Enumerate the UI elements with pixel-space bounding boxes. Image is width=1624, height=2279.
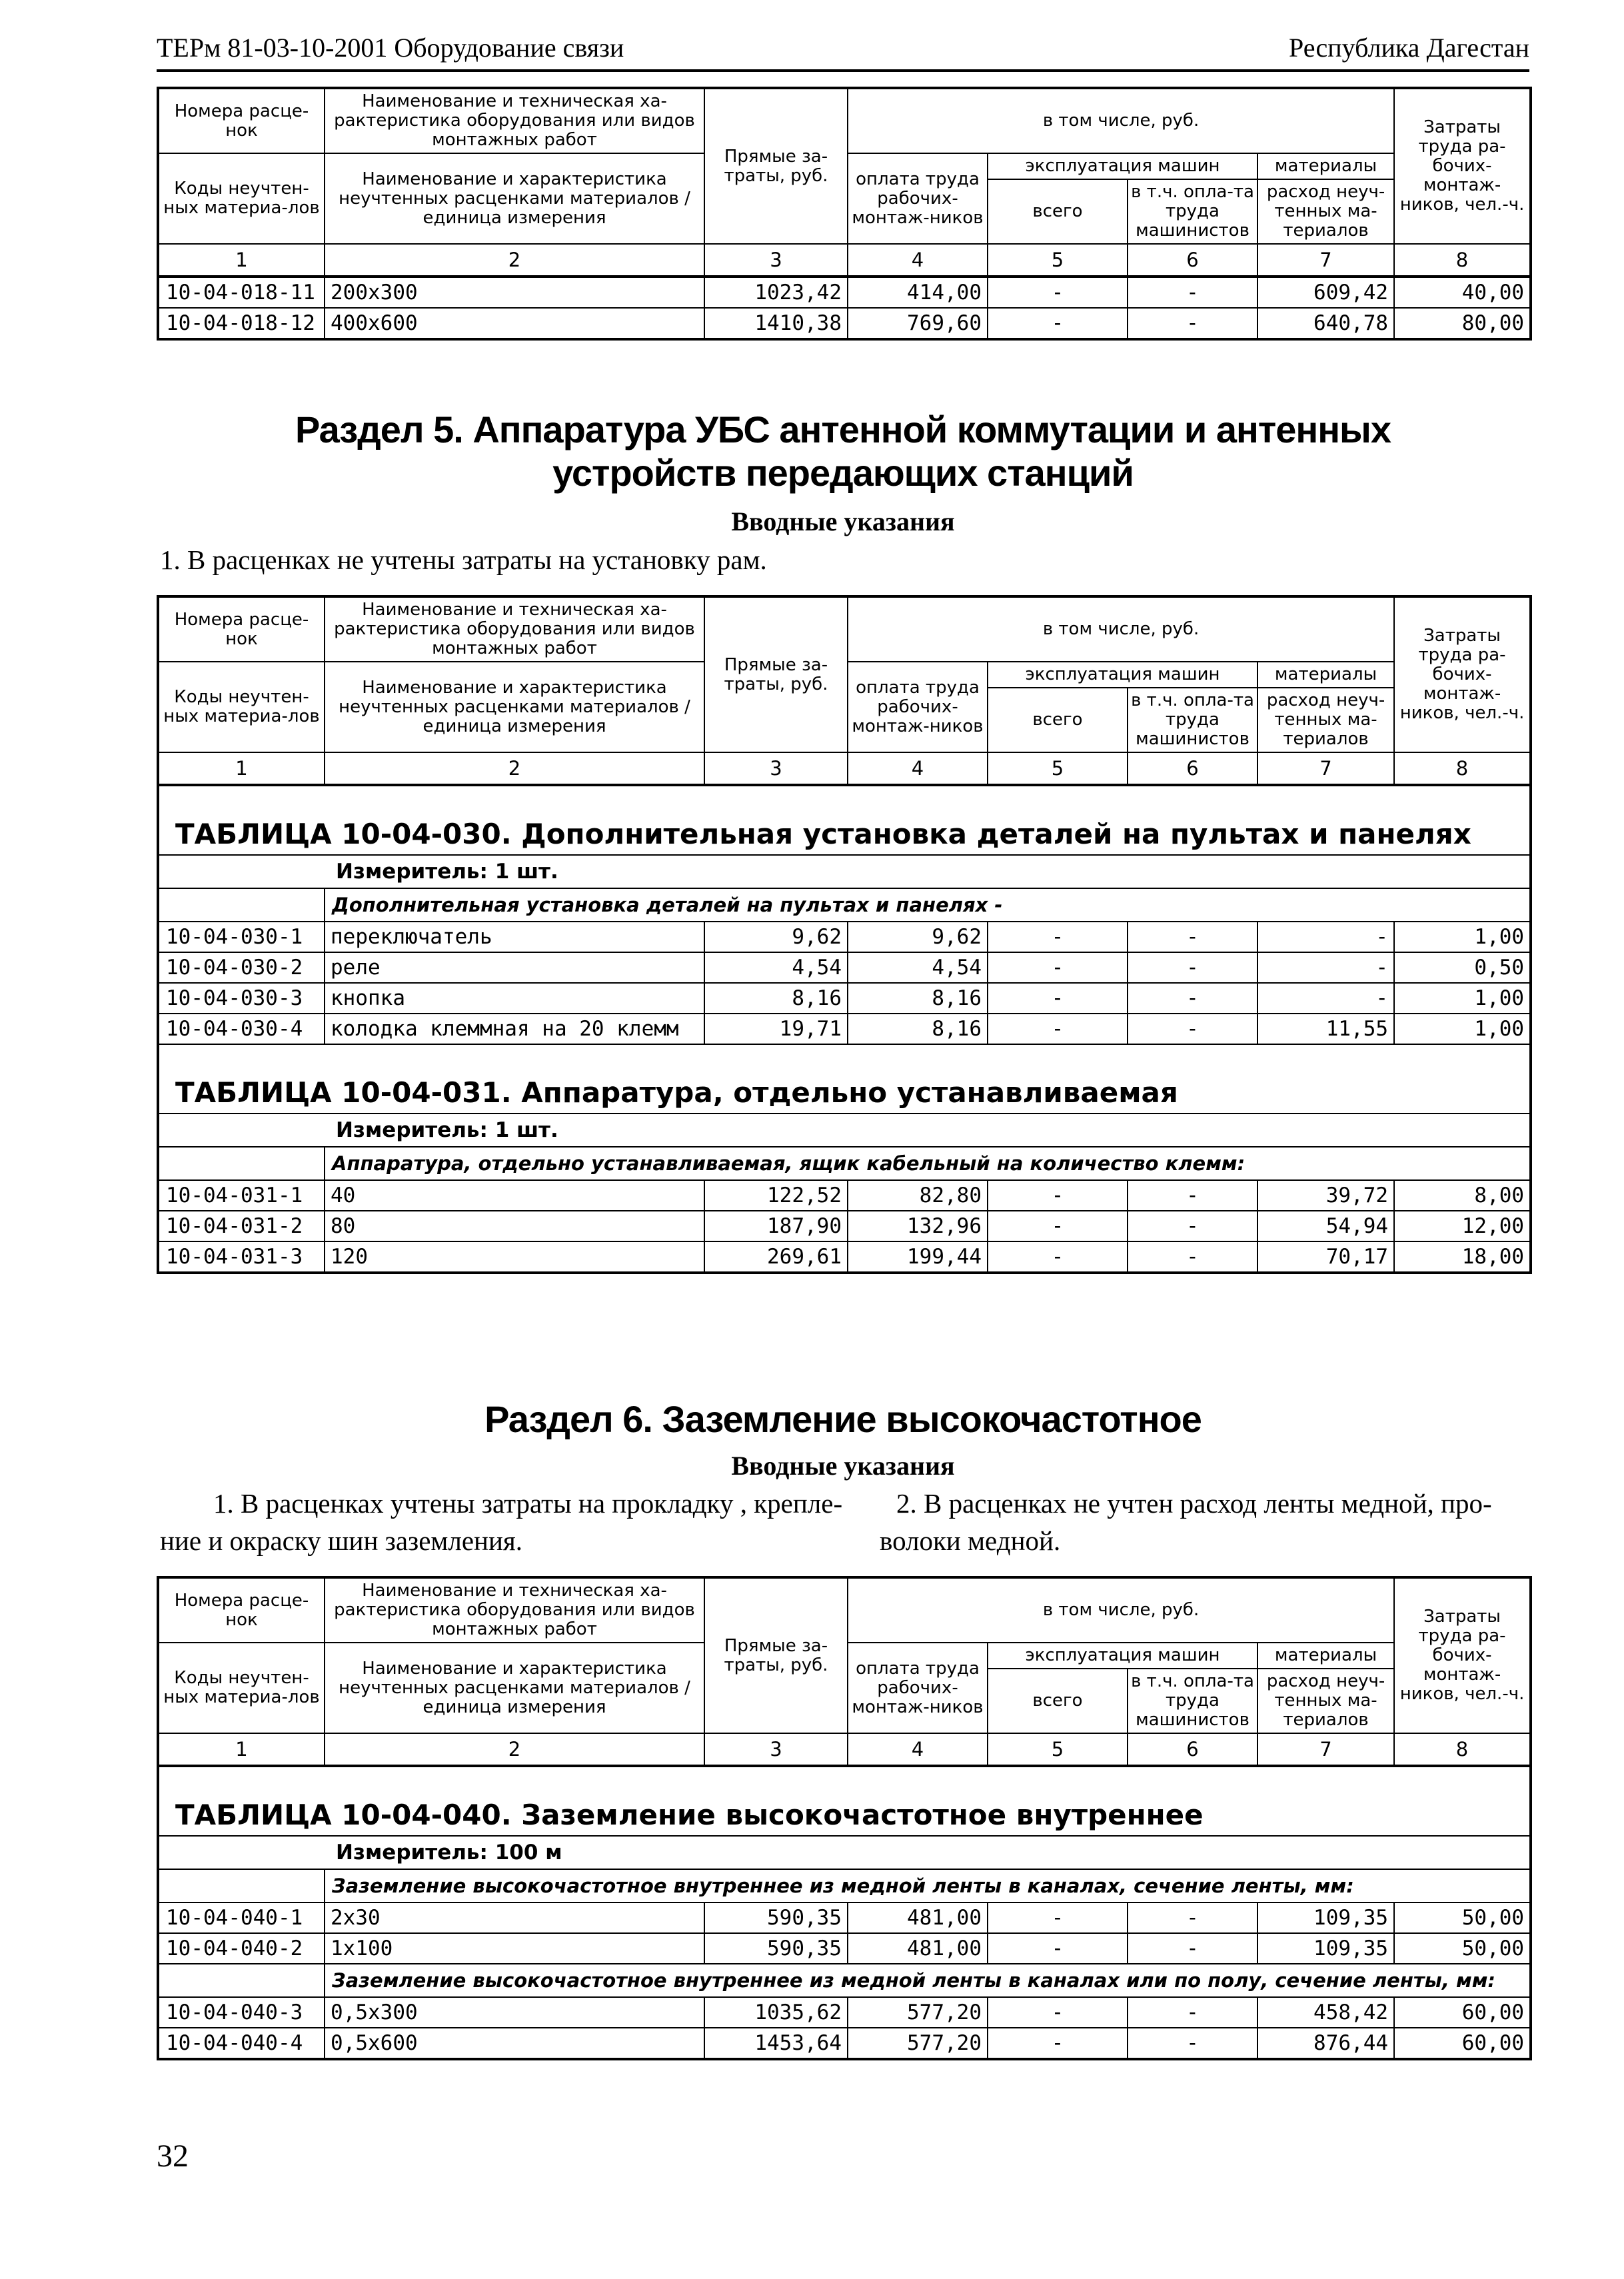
col-number: 4 <box>848 244 988 277</box>
cell-materials: 11,55 <box>1257 1014 1394 1044</box>
col-number: 7 <box>1257 752 1394 785</box>
cell-labor-hours: 12,00 <box>1394 1211 1531 1241</box>
page-number: 32 <box>157 2138 189 2174</box>
table-row <box>158 1241 1531 1273</box>
col-including: в том числе, руб. <box>848 1577 1394 1643</box>
col-number: 8 <box>1394 752 1531 785</box>
table-row <box>158 1211 1531 1241</box>
table-10-04-030-group: Дополнительная установка деталей на пультах и панелях - <box>325 888 1531 922</box>
section5-intro-heading: Вводные указания <box>731 506 955 536</box>
cell-rate-code: 10-04-030-1 <box>158 922 325 952</box>
table-row <box>158 983 1531 1014</box>
cell-materials: 458,42 <box>1257 1997 1394 2028</box>
col-labor-wages: оплата труда рабочих-монтаж-ников <box>848 662 988 752</box>
cell-rate-code: 10-04-040-1 <box>158 1902 325 1933</box>
header-document-code: ТЕРм 81-03-10-2001 Оборудование связи <box>157 33 624 63</box>
cell-machines-total: - <box>988 922 1128 952</box>
cell-materials: 109,35 <box>1257 1933 1394 1964</box>
col-number: 1 <box>158 1733 325 1766</box>
col-number: 2 <box>325 752 704 785</box>
col-number: 1 <box>158 752 325 785</box>
cell-labor-wages: 414,00 <box>848 277 988 308</box>
table-10-04-030-title: ТАБЛИЦА 10-04-030. Дополнительная установка деталей на пультах и панелях <box>158 785 1531 855</box>
cell-labor-wages: 577,20 <box>848 1997 988 2028</box>
section6-note-1-line1: 1. В расценках учтены затраты на прокладку , крепле- <box>213 1488 843 1519</box>
cell-rate-code: 10-04-030-2 <box>158 952 325 983</box>
cell-direct-costs: 1453,64 <box>704 2028 848 2059</box>
table-row <box>158 922 1531 952</box>
cell-labor-wages: 82,80 <box>848 1180 988 1211</box>
col-number: 3 <box>704 1733 848 1766</box>
col-machinists-wages: в т.ч. опла-та труда машинистов <box>1128 1669 1257 1733</box>
col-materials: материалы <box>1257 1643 1394 1669</box>
col-machines-total: всего <box>988 688 1128 752</box>
rates-table-section6 <box>157 1576 1532 2060</box>
col-materials: материалы <box>1257 662 1394 688</box>
cell-rate-code: 10-04-040-4 <box>158 2028 325 2059</box>
cell-machinists-wages: - <box>1128 922 1257 952</box>
section6-title: Раздел 6. Заземление высокочастотное <box>484 1398 1202 1440</box>
col-number: 2 <box>325 244 704 277</box>
cell-direct-costs: 590,35 <box>704 1933 848 1964</box>
cell-labor-wages: 199,44 <box>848 1241 988 1273</box>
cell-description: 120 <box>325 1241 704 1273</box>
cell-labor-wages: 577,20 <box>848 2028 988 2059</box>
col-number: 4 <box>848 1733 988 1766</box>
col-number: 8 <box>1394 1733 1531 1766</box>
section6-note-1-line2: ние и окраску шин заземления. <box>160 1525 523 1556</box>
col-machines-total: всего <box>988 179 1128 244</box>
cell-materials: - <box>1257 983 1394 1014</box>
cell-direct-costs: 1023,42 <box>704 277 848 308</box>
cell-direct-costs: 9,62 <box>704 922 848 952</box>
cell-materials: 54,94 <box>1257 1211 1394 1241</box>
col-machine-operation: эксплуатация машин <box>988 153 1257 179</box>
running-header <box>157 27 1529 72</box>
cell-rate-code: 10-04-031-1 <box>158 1180 325 1211</box>
col-number: 4 <box>848 752 988 785</box>
cell-description: кнопка <box>325 983 704 1014</box>
cell-direct-costs: 187,90 <box>704 1211 848 1241</box>
cell-machines-total: - <box>988 1241 1128 1273</box>
cell-labor-wages: 481,00 <box>848 1902 988 1933</box>
section6-note-2-line1: 2. В расценках не учтен расход ленты медной, про- <box>896 1488 1492 1519</box>
col-direct-costs: Прямые за-траты, руб. <box>704 88 848 244</box>
section5-title-line1: Раздел 5. Аппаратура УБС антенной коммутации и антенных <box>295 408 1391 450</box>
cell-labor-hours: 1,00 <box>1394 983 1531 1014</box>
cell-description: 2х30 <box>325 1902 704 1933</box>
cell-labor-hours: 0,50 <box>1394 952 1531 983</box>
cell-description: 400х600 <box>325 308 704 339</box>
col-name-top: Наименование и техническая ха-рактеристика оборудования или видов монтажных работ <box>325 88 704 153</box>
cell-labor-hours: 60,00 <box>1394 1997 1531 2028</box>
col-number: 6 <box>1128 1733 1257 1766</box>
cell-machinists-wages: - <box>1128 1241 1257 1273</box>
cell-rate-code: 10-04-040-3 <box>158 1997 325 2028</box>
cell-machines-total: - <box>988 1933 1128 1964</box>
col-number: 8 <box>1394 244 1531 277</box>
cell-rate-code: 10-04-030-3 <box>158 983 325 1014</box>
cell-description: 200х300 <box>325 277 704 308</box>
column-numbers-row <box>158 244 1531 277</box>
cell-machinists-wages: - <box>1128 1211 1257 1241</box>
col-number: 6 <box>1128 752 1257 785</box>
col-number: 5 <box>988 1733 1128 1766</box>
table-row <box>158 2028 1531 2059</box>
cell-materials: - <box>1257 922 1394 952</box>
cell-machinists-wages: - <box>1128 308 1257 339</box>
cell-rate-code: 10-04-040-2 <box>158 1933 325 1964</box>
cell-labor-hours: 80,00 <box>1394 308 1531 339</box>
col-machines-total: всего <box>988 1669 1128 1733</box>
col-number: 7 <box>1257 1733 1394 1766</box>
table-row <box>158 277 1531 308</box>
table-10-04-040-group-2: Заземление высокочастотное внутреннее из медной ленты в каналах или по полу, сечение ленты, мм: <box>325 1964 1531 1997</box>
table-10-04-030-measure: Измеритель: 1 шт. <box>158 855 1531 888</box>
cell-machines-total: - <box>988 1180 1128 1211</box>
cell-machines-total: - <box>988 952 1128 983</box>
table-10-04-040-title: ТАБЛИЦА 10-04-040. Заземление высокочастотное внутреннее <box>158 1766 1531 1836</box>
cell-machines-total: - <box>988 308 1128 339</box>
col-unaccounted-codes: Коды неучтен-ных материа-лов <box>158 1643 325 1733</box>
table-row <box>158 1933 1531 1964</box>
cell-machines-total: - <box>988 2028 1128 2059</box>
cell-machinists-wages: - <box>1128 1933 1257 1964</box>
cell-machinists-wages: - <box>1128 1902 1257 1933</box>
cell-labor-wages: 132,96 <box>848 1211 988 1241</box>
col-name-bottom: Наименование и характеристика неучтенных расценками материалов / единица измерения <box>325 153 704 244</box>
cell-description: 80 <box>325 1211 704 1241</box>
cell-rate-code: 10-04-031-2 <box>158 1211 325 1241</box>
col-labor-wages: оплата труда рабочих-монтаж-ников <box>848 153 988 244</box>
cell-machines-total: - <box>988 277 1128 308</box>
col-including: в том числе, руб. <box>848 596 1394 662</box>
column-numbers-row <box>158 752 1531 785</box>
cell-direct-costs: 590,35 <box>704 1902 848 1933</box>
section6-note-2-line2: волоки медной. <box>880 1525 1061 1556</box>
col-unaccounted-codes: Коды неучтен-ных материа-лов <box>158 662 325 752</box>
col-unaccounted-materials: расход неуч-тенных ма-териалов <box>1257 1669 1394 1733</box>
col-number: 7 <box>1257 244 1394 277</box>
cell-materials: - <box>1257 952 1394 983</box>
cell-description: 0,5х300 <box>325 1997 704 2028</box>
section5-note-1: 1. В расценках не учтены затраты на установку рам. <box>160 544 767 575</box>
header-region: Республика Дагестан <box>1289 33 1529 63</box>
table-row <box>158 308 1531 339</box>
cell-labor-wages: 9,62 <box>848 922 988 952</box>
rates-table-continuation <box>157 87 1532 341</box>
cell-materials: 609,42 <box>1257 277 1394 308</box>
col-rate-number: Номера расце-нок <box>158 1577 325 1643</box>
col-labor-costs: Затраты труда ра-бочих-монтаж-ников, чел.-ч. <box>1394 596 1531 752</box>
cell-materials: 876,44 <box>1257 2028 1394 2059</box>
cell-labor-hours: 40,00 <box>1394 277 1531 308</box>
cell-machines-total: - <box>988 1902 1128 1933</box>
cell-description: 1х100 <box>325 1933 704 1964</box>
cell-description: колодка клеммная на 20 клемм <box>325 1014 704 1044</box>
cell-labor-wages: 481,00 <box>848 1933 988 1964</box>
cell-description: реле <box>325 952 704 983</box>
col-name-top: Наименование и техническая ха-рактеристика оборудования или видов монтажных работ <box>325 1577 704 1643</box>
cell-direct-costs: 122,52 <box>704 1180 848 1211</box>
cell-labor-hours: 1,00 <box>1394 922 1531 952</box>
cell-direct-costs: 1410,38 <box>704 308 848 339</box>
col-direct-costs: Прямые за-траты, руб. <box>704 1577 848 1733</box>
col-machinists-wages: в т.ч. опла-та труда машинистов <box>1128 688 1257 752</box>
cell-labor-hours: 50,00 <box>1394 1902 1531 1933</box>
table-row <box>158 952 1531 983</box>
col-number: 3 <box>704 752 848 785</box>
col-machine-operation: эксплуатация машин <box>988 1643 1257 1669</box>
col-machinists-wages: в т.ч. опла-та труда машинистов <box>1128 179 1257 244</box>
col-rate-number: Номера расце-нок <box>158 596 325 662</box>
cell-description: переключатель <box>325 922 704 952</box>
col-number: 5 <box>988 752 1128 785</box>
section6-intro-heading: Вводные указания <box>731 1451 955 1481</box>
col-number: 1 <box>158 244 325 277</box>
table-row <box>158 1180 1531 1211</box>
cell-machines-total: - <box>988 1014 1128 1044</box>
cell-labor-hours: 18,00 <box>1394 1241 1531 1273</box>
cell-direct-costs: 4,54 <box>704 952 848 983</box>
section5-title-line2: устройств передающих станций <box>552 452 1134 494</box>
cell-machines-total: - <box>988 1997 1128 2028</box>
cell-labor-wages: 769,60 <box>848 308 988 339</box>
cell-machinists-wages: - <box>1128 2028 1257 2059</box>
table-row <box>158 1014 1531 1044</box>
cell-labor-hours: 60,00 <box>1394 2028 1531 2059</box>
cell-direct-costs: 269,61 <box>704 1241 848 1273</box>
cell-direct-costs: 1035,62 <box>704 1997 848 2028</box>
rates-table-section5 <box>157 595 1532 1274</box>
cell-machines-total: - <box>988 1211 1128 1241</box>
cell-description: 40 <box>325 1180 704 1211</box>
table-row <box>158 1902 1531 1933</box>
col-machine-operation: эксплуатация машин <box>988 662 1257 688</box>
col-unaccounted-materials: расход неуч-тенных ма-териалов <box>1257 179 1394 244</box>
col-name-bottom: Наименование и характеристика неучтенных расценками материалов / единица измерения <box>325 662 704 752</box>
col-including: в том числе, руб. <box>848 88 1394 153</box>
cell-description: 0,5х600 <box>325 2028 704 2059</box>
col-labor-wages: оплата труда рабочих-монтаж-ников <box>848 1643 988 1733</box>
col-materials: материалы <box>1257 153 1394 179</box>
cell-machinists-wages: - <box>1128 1997 1257 2028</box>
col-labor-costs: Затраты труда ра-бочих-монтаж-ников, чел.-ч. <box>1394 1577 1531 1733</box>
col-unaccounted-codes: Коды неучтен-ных материа-лов <box>158 153 325 244</box>
cell-labor-hours: 50,00 <box>1394 1933 1531 1964</box>
cell-machinists-wages: - <box>1128 952 1257 983</box>
cell-rate-code: 10-04-030-4 <box>158 1014 325 1044</box>
cell-rate-code: 10-04-031-3 <box>158 1241 325 1273</box>
cell-machinists-wages: - <box>1128 1180 1257 1211</box>
col-direct-costs: Прямые за-траты, руб. <box>704 596 848 752</box>
cell-rate-code: 10-04-018-12 <box>158 308 325 339</box>
col-name-bottom: Наименование и характеристика неучтенных расценками материалов / единица измерения <box>325 1643 704 1733</box>
cell-labor-hours: 8,00 <box>1394 1180 1531 1211</box>
cell-direct-costs: 8,16 <box>704 983 848 1014</box>
col-name-top: Наименование и техническая ха-рактеристика оборудования или видов монтажных работ <box>325 596 704 662</box>
cell-materials: 39,72 <box>1257 1180 1394 1211</box>
table-10-04-040-group-1: Заземление высокочастотное внутреннее из медной ленты в каналах, сечение ленты, мм: <box>325 1869 1531 1902</box>
cell-materials: 640,78 <box>1257 308 1394 339</box>
cell-materials: 70,17 <box>1257 1241 1394 1273</box>
table-10-04-031-measure: Измеритель: 1 шт. <box>158 1114 1531 1147</box>
column-numbers-row <box>158 1733 1531 1766</box>
col-rate-number: Номера расце-нок <box>158 88 325 153</box>
cell-machinists-wages: - <box>1128 983 1257 1014</box>
col-number: 2 <box>325 1733 704 1766</box>
col-labor-costs: Затраты труда ра-бочих-монтаж-ников, чел.-ч. <box>1394 88 1531 244</box>
col-number: 3 <box>704 244 848 277</box>
table-10-04-040-measure: Измеритель: 100 м <box>158 1836 1531 1869</box>
cell-labor-wages: 8,16 <box>848 1014 988 1044</box>
cell-labor-hours: 1,00 <box>1394 1014 1531 1044</box>
cell-machinists-wages: - <box>1128 277 1257 308</box>
col-unaccounted-materials: расход неуч-тенных ма-териалов <box>1257 688 1394 752</box>
col-number: 5 <box>988 244 1128 277</box>
cell-direct-costs: 19,71 <box>704 1014 848 1044</box>
table-10-04-031-group: Аппаратура, отдельно устанавливаемая, ящик кабельный на количество клемм: <box>325 1147 1531 1180</box>
cell-labor-wages: 4,54 <box>848 952 988 983</box>
cell-materials: 109,35 <box>1257 1902 1394 1933</box>
cell-machines-total: - <box>988 983 1128 1014</box>
table-row <box>158 1997 1531 2028</box>
cell-rate-code: 10-04-018-11 <box>158 277 325 308</box>
cell-machinists-wages: - <box>1128 1014 1257 1044</box>
table-10-04-031-title: ТАБЛИЦА 10-04-031. Аппаратура, отдельно устанавливаемая <box>158 1044 1531 1114</box>
col-number: 6 <box>1128 244 1257 277</box>
cell-labor-wages: 8,16 <box>848 983 988 1014</box>
